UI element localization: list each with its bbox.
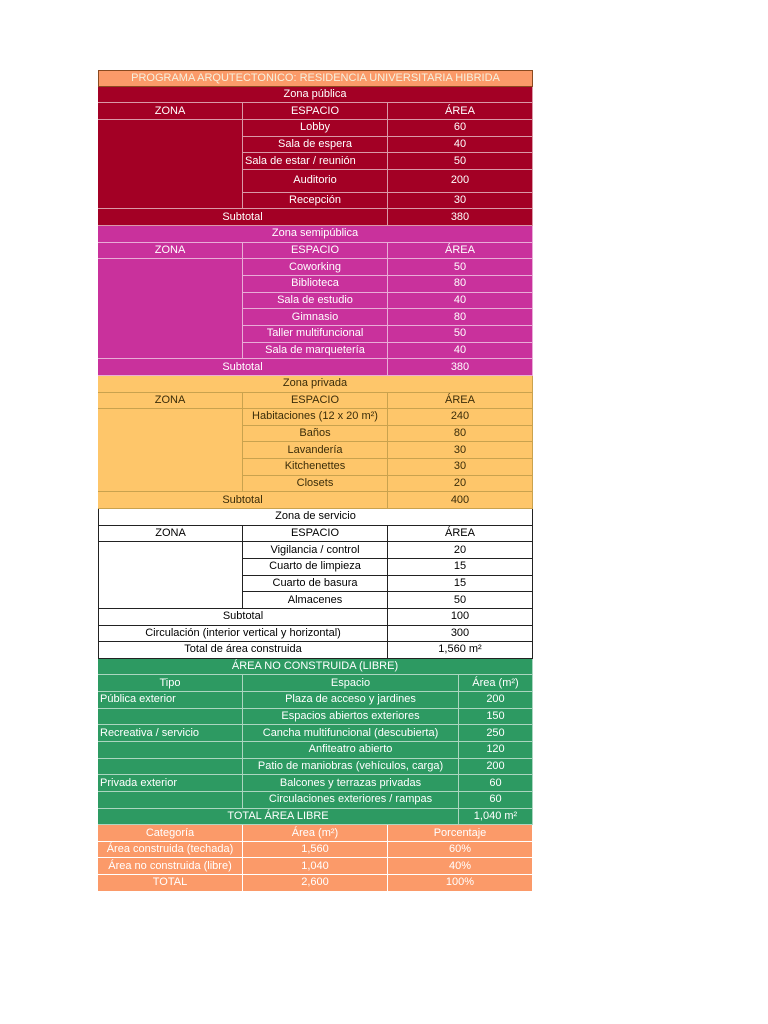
subtotal-label: Subtotal — [98, 359, 388, 376]
espacio-cell: Biblioteca — [243, 276, 388, 293]
subtotal-value: 100 — [388, 609, 533, 626]
categoria-cell: Área construida (techada) — [98, 842, 243, 859]
zona-cell — [98, 343, 243, 360]
espacio-cell: Almacenes — [243, 592, 388, 609]
area-cell: 250 — [459, 725, 533, 742]
zona-servicio-label-row — [98, 509, 533, 526]
circulacion-row — [98, 626, 533, 643]
zona-cell — [98, 459, 243, 476]
espacio-cell: Espacios abiertos exteriores — [243, 709, 459, 726]
area-libre-label-row — [98, 659, 533, 676]
zona-privada-label: Zona privada — [98, 376, 533, 393]
table-title: PROGRAMA ARQUTECTONICO: RESIDENCIA UNIVERSITARIA HIBRIDA — [98, 70, 533, 87]
zona-publica-header-row — [98, 103, 533, 120]
table-row — [98, 576, 533, 593]
area-cell: 50 — [388, 326, 533, 343]
header-area: ÁREA — [388, 393, 533, 410]
area-cell: 40 — [388, 293, 533, 310]
table-row — [98, 476, 533, 493]
espacio-cell: Circulaciones exteriores / rampas — [243, 792, 459, 809]
tipo-cell — [98, 759, 243, 776]
categoria-cell: TOTAL — [98, 875, 243, 892]
table-row — [98, 276, 533, 293]
table-row — [98, 120, 533, 137]
porcentaje-cell: 100% — [388, 875, 533, 892]
espacio-cell: Sala de espera — [243, 137, 388, 154]
area-cell: 15 — [388, 559, 533, 576]
espacio-cell: Taller multifuncional — [243, 326, 388, 343]
area-cell: 40 — [388, 343, 533, 360]
table-row — [98, 842, 533, 859]
subtotal-row — [98, 492, 533, 509]
header-espacio: ESPACIO — [243, 243, 388, 260]
zona-cell — [98, 426, 243, 443]
zona-cell — [98, 276, 243, 293]
espacio-cell: Lavandería — [243, 442, 388, 459]
zona-publica-label: Zona pública — [98, 87, 533, 104]
table-row — [98, 193, 533, 210]
total-construida-row — [98, 642, 533, 659]
area-cell: 150 — [459, 709, 533, 726]
zona-cell — [98, 170, 243, 193]
circulacion-value: 300 — [388, 626, 533, 643]
subtotal-value: 380 — [388, 359, 533, 376]
tipo-cell: Privada exterior — [98, 775, 243, 792]
espacio-cell: Vigilancia / control — [243, 542, 388, 559]
table-row — [98, 542, 533, 559]
area-cell: 60 — [459, 775, 533, 792]
espacio-cell: Lobby — [243, 120, 388, 137]
header-area: ÁREA — [388, 103, 533, 120]
table-row — [98, 775, 533, 792]
area-cell: 2,600 — [243, 875, 388, 892]
espacio-cell: Recepción — [243, 193, 388, 210]
table-row — [98, 137, 533, 154]
zona-cell — [98, 259, 243, 276]
area-cell: 20 — [388, 476, 533, 493]
zona-servicio-label: Zona de servicio — [98, 509, 533, 526]
table-row — [98, 559, 533, 576]
table-row — [98, 326, 533, 343]
espacio-cell: Cuarto de limpieza — [243, 559, 388, 576]
zona-cell — [98, 193, 243, 210]
espacio-cell: Cuarto de basura — [243, 576, 388, 593]
table-row — [98, 442, 533, 459]
header-area: ÁREA — [388, 526, 533, 543]
zona-servicio-header-row — [98, 526, 533, 543]
area-cell: 20 — [388, 542, 533, 559]
subtotal-label: Subtotal — [98, 209, 388, 226]
subtotal-value: 400 — [388, 492, 533, 509]
area-cell: 60 — [459, 792, 533, 809]
zona-publica-label-row — [98, 87, 533, 104]
zona-cell — [98, 409, 243, 426]
area-cell: 30 — [388, 193, 533, 210]
area-cell: 80 — [388, 426, 533, 443]
area-cell: 30 — [388, 442, 533, 459]
table-row — [98, 343, 533, 360]
table-row — [98, 792, 533, 809]
header-zona: ZONA — [98, 243, 243, 260]
porcentaje-cell: 40% — [388, 858, 533, 875]
subtotal-label: Subtotal — [98, 492, 388, 509]
zona-cell — [98, 442, 243, 459]
total-libre-label: TOTAL ÁREA LIBRE — [98, 809, 459, 826]
area-libre-label: ÁREA NO CONSTRUIDA (LIBRE) — [98, 659, 533, 676]
table-row — [98, 459, 533, 476]
area-cell: 50 — [388, 259, 533, 276]
zona-cell — [98, 120, 243, 137]
tipo-cell — [98, 709, 243, 726]
subtotal-row — [98, 609, 533, 626]
espacio-cell: Patio de maniobras (vehículos, carga) — [243, 759, 459, 776]
header-tipo: Tipo — [98, 675, 243, 692]
espacio-cell: Auditorio — [243, 170, 388, 193]
zona-semipublica-label: Zona semipública — [98, 226, 533, 243]
header-area: ÁREA — [388, 243, 533, 260]
table-row — [98, 409, 533, 426]
area-libre-header-row — [98, 675, 533, 692]
table-row — [98, 309, 533, 326]
header-espacio: ESPACIO — [243, 103, 388, 120]
espacio-cell: Balcones y terrazas privadas — [243, 775, 459, 792]
zona-cell — [98, 293, 243, 310]
zona-cell — [98, 559, 243, 576]
circulacion-label: Circulación (interior vertical y horizontal) — [98, 626, 388, 643]
area-cell: 1,040 — [243, 858, 388, 875]
area-cell: 40 — [388, 137, 533, 154]
header-categoria: Categoría — [98, 825, 243, 842]
espacio-cell: Kitchenettes — [243, 459, 388, 476]
area-cell: 200 — [459, 759, 533, 776]
area-cell: 60 — [388, 120, 533, 137]
header-area: Área (m²) — [243, 825, 388, 842]
zona-cell — [98, 542, 243, 559]
espacio-cell: Sala de marquetería — [243, 343, 388, 360]
area-cell: 200 — [388, 170, 533, 193]
header-area: Área (m²) — [459, 675, 533, 692]
tipo-cell — [98, 792, 243, 809]
zona-semipublica-header-row — [98, 243, 533, 260]
area-cell: 80 — [388, 309, 533, 326]
espacio-cell: Coworking — [243, 259, 388, 276]
header-porcentaje: Porcentaje — [388, 825, 533, 842]
table-row — [98, 759, 533, 776]
total-construida-value: 1,560 m² — [388, 642, 533, 659]
table-row — [98, 592, 533, 609]
zona-semipublica-label-row — [98, 226, 533, 243]
total-libre-value: 1,040 m² — [459, 809, 533, 826]
table-row — [98, 692, 533, 709]
espacio-cell: Anfiteatro abierto — [243, 742, 459, 759]
area-cell: 50 — [388, 153, 533, 170]
subtotal-row — [98, 209, 533, 226]
table-row — [98, 858, 533, 875]
table-row — [98, 875, 533, 892]
zona-cell — [98, 137, 243, 154]
total-libre-row — [98, 809, 533, 826]
area-cell: 50 — [388, 592, 533, 609]
zona-cell — [98, 592, 243, 609]
architectural-program-table — [98, 70, 533, 892]
subtotal-row — [98, 359, 533, 376]
area-cell: 1,560 — [243, 842, 388, 859]
categoria-cell: Área no construida (libre) — [98, 858, 243, 875]
tipo-cell: Recreativa / servicio — [98, 725, 243, 742]
porcentaje-cell: 60% — [388, 842, 533, 859]
espacio-cell: Sala de estudio — [243, 293, 388, 310]
table-row — [98, 153, 533, 170]
espacio-cell: Plaza de acceso y jardines — [243, 692, 459, 709]
subtotal-label: Subtotal — [98, 609, 388, 626]
tipo-cell — [98, 742, 243, 759]
espacio-cell: Sala de estar / reunión — [243, 153, 388, 170]
zona-cell — [98, 153, 243, 170]
area-cell: 200 — [459, 692, 533, 709]
header-zona: ZONA — [98, 393, 243, 410]
table-row — [98, 709, 533, 726]
table-row — [98, 742, 533, 759]
zona-privada-header-row — [98, 393, 533, 410]
title-row — [98, 70, 533, 87]
table-row — [98, 725, 533, 742]
total-construida-label: Total de área construida — [98, 642, 388, 659]
header-zona: ZONA — [98, 526, 243, 543]
header-zona: ZONA — [98, 103, 243, 120]
zona-cell — [98, 309, 243, 326]
table-row — [98, 293, 533, 310]
zona-privada-label-row — [98, 376, 533, 393]
header-espacio: Espacio — [243, 675, 459, 692]
espacio-cell: Baños — [243, 426, 388, 443]
area-cell: 120 — [459, 742, 533, 759]
resumen-header-row — [98, 825, 533, 842]
subtotal-value: 380 — [388, 209, 533, 226]
tipo-cell: Pública exterior — [98, 692, 243, 709]
table-row — [98, 426, 533, 443]
area-cell: 30 — [388, 459, 533, 476]
espacio-cell: Gimnasio — [243, 309, 388, 326]
area-cell: 80 — [388, 276, 533, 293]
header-espacio: ESPACIO — [243, 526, 388, 543]
espacio-cell: Cancha multifuncional (descubierta) — [243, 725, 459, 742]
table-row — [98, 259, 533, 276]
table-row — [98, 170, 533, 193]
header-espacio: ESPACIO — [243, 393, 388, 410]
zona-cell — [98, 326, 243, 343]
area-cell: 240 — [388, 409, 533, 426]
zona-cell — [98, 576, 243, 593]
espacio-cell: Closets — [243, 476, 388, 493]
zona-cell — [98, 476, 243, 493]
espacio-cell: Habitaciones (12 x 20 m²) — [243, 409, 388, 426]
area-cell: 15 — [388, 576, 533, 593]
